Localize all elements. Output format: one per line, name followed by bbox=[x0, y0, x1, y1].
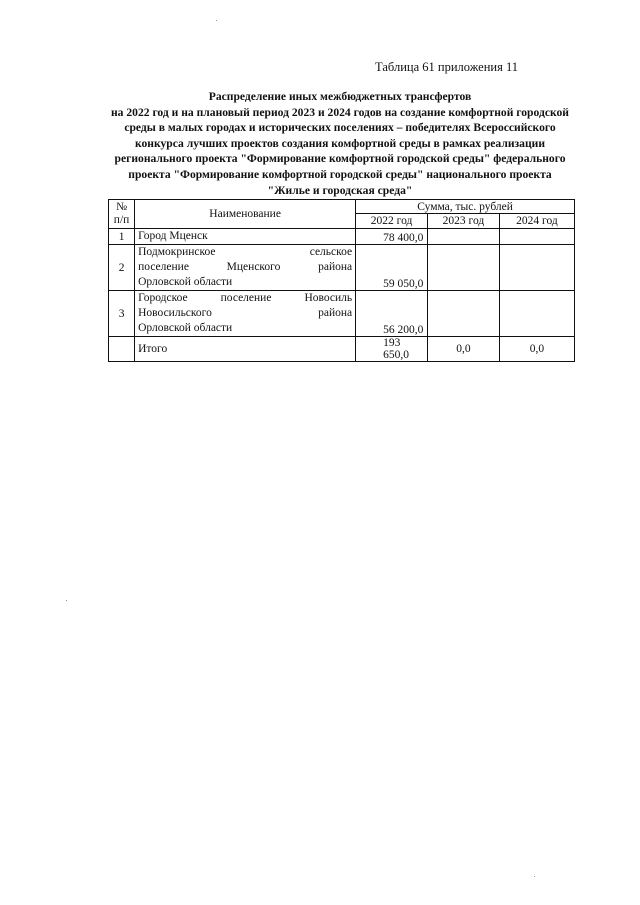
row-name bbox=[135, 229, 356, 245]
header-num-line: № bbox=[116, 201, 128, 213]
row-value-2024 bbox=[499, 245, 574, 291]
row-name-line: поселение Мценского района bbox=[138, 261, 353, 273]
scan-speck bbox=[216, 20, 217, 21]
table-reference: Таблица 61 приложения 11 bbox=[375, 60, 518, 74]
row-value-2022: 56 200,0 bbox=[356, 291, 428, 337]
header-num bbox=[109, 200, 135, 229]
total-num bbox=[109, 337, 135, 362]
title-line: регионального проекта "Формирование комфортной городской среды" федерального bbox=[114, 152, 566, 166]
table-row bbox=[109, 245, 575, 291]
table-header-row bbox=[109, 200, 575, 214]
table-total-row bbox=[109, 337, 575, 362]
scan-speck bbox=[534, 876, 535, 877]
title-line: конкурса лучших проектов создания комфортной среды в рамках реализации bbox=[134, 136, 546, 150]
row-name-line: Орловской области bbox=[138, 276, 233, 288]
title-line: на 2022 год и на плановый период 2023 и 2024 годов на создание комфортной городской bbox=[111, 105, 569, 119]
row-value-2022: 78 400,0 bbox=[356, 229, 428, 245]
row-value-2024 bbox=[499, 229, 574, 245]
total-value-2022: 193 650,0 bbox=[356, 337, 428, 362]
total-value-2024: 0,0 bbox=[499, 337, 574, 362]
scan-speck bbox=[66, 600, 67, 601]
row-value-2023 bbox=[428, 291, 500, 337]
row-name-line: Новосильского района bbox=[138, 307, 353, 319]
title-line: среды в малых городах и исторических поселениях – победителях Всероссийского bbox=[124, 121, 556, 135]
header-year-2024: 2024 год bbox=[499, 214, 574, 229]
row-name-line: Орловской области bbox=[138, 322, 233, 334]
row-num: 2 bbox=[109, 245, 135, 291]
title-line: проекта "Формирование комфортной городской среды" национального проекта bbox=[128, 167, 552, 181]
header-year-2023: 2023 год bbox=[428, 214, 500, 229]
transfers-table bbox=[108, 199, 575, 362]
header-sum: Сумма, тыс. рублей bbox=[356, 200, 575, 214]
row-name-line: Подмокринское сельское bbox=[138, 246, 353, 258]
row-value-2022: 59 050,0 bbox=[356, 245, 428, 291]
table-row bbox=[109, 291, 575, 337]
row-name-line: Городское поселение Новосиль bbox=[138, 292, 353, 304]
row-value-2023 bbox=[428, 229, 500, 245]
document-title bbox=[80, 89, 600, 198]
row-name bbox=[135, 291, 356, 337]
row-value-2024 bbox=[499, 291, 574, 337]
title-line: "Жилье и городская среда" bbox=[267, 183, 413, 197]
total-label: Итого bbox=[135, 337, 356, 362]
row-num: 1 bbox=[109, 229, 135, 245]
title-line: Распределение иных межбюджетных трансфертов bbox=[208, 90, 472, 103]
row-name bbox=[135, 245, 356, 291]
total-value-2023: 0,0 bbox=[428, 337, 500, 362]
row-num: 3 bbox=[109, 291, 135, 337]
row-name-line: Город Мценск bbox=[138, 230, 208, 242]
table-row bbox=[109, 229, 575, 245]
row-value-2023 bbox=[428, 245, 500, 291]
header-num-line: п/п bbox=[113, 214, 130, 226]
header-year-2022: 2022 год bbox=[356, 214, 428, 229]
header-name: Наименование bbox=[135, 200, 356, 229]
